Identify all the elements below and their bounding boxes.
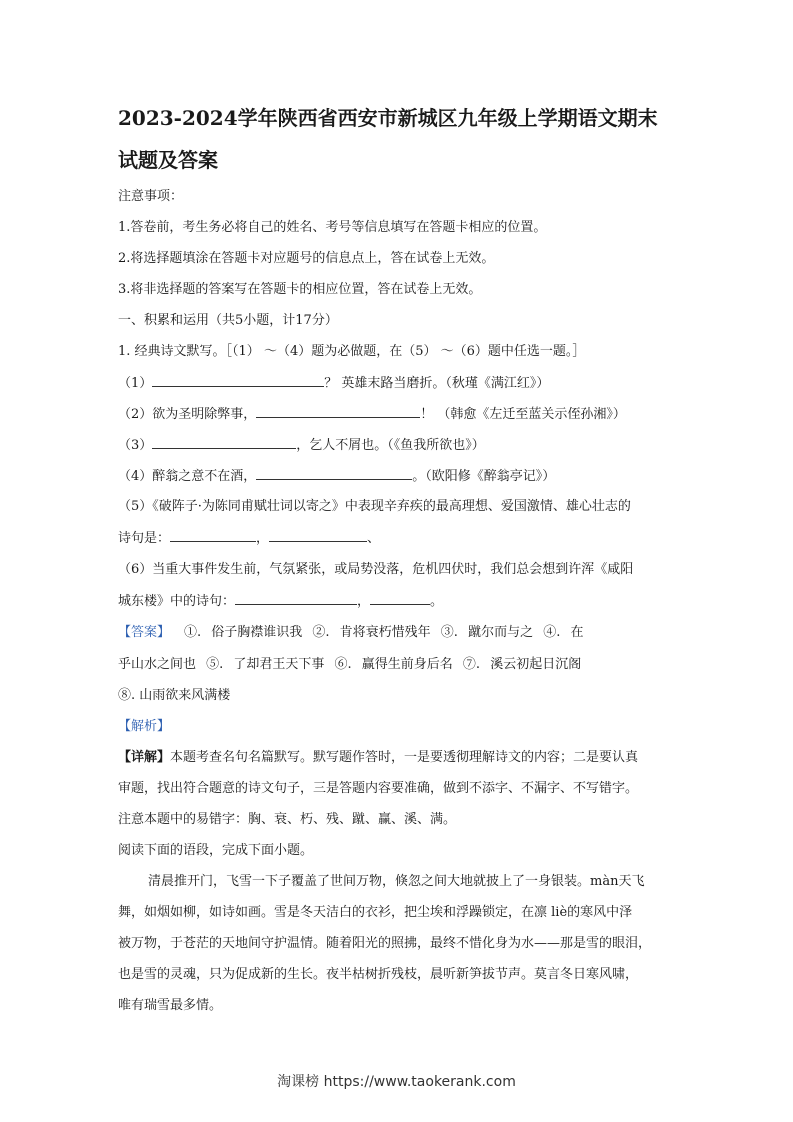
answer-blank — [269, 529, 367, 542]
notice-item-1: 1.答卷前，考生务必将自己的姓名、考号等信息填写在答题卡相应的位置。 — [118, 220, 547, 235]
notice-item-3: 3.将非选择题的答案写在答题卡的相应位置，答在试卷上无效。 — [118, 282, 482, 297]
analysis-tag: 【解析】 — [118, 719, 171, 734]
analysis-line-3: 注意本题中的易错字：胸、衰、朽、残、蹴、赢、溪、满。 — [118, 812, 457, 827]
question-6-line1: （6）当重大事件发生前，气氛紧张，或局势没落，危机四伏时，我们总会想到许浑《咸阳 — [118, 562, 634, 577]
question-4 — [118, 467, 555, 486]
q5-text-before: 诗句是： — [118, 531, 171, 546]
answer-line-3: ⑧. 山雨欲来风满楼 — [118, 688, 231, 703]
answer-blank — [370, 592, 430, 605]
analysis-line-2: 审题，找出符合题意的诗文句子，三是答题内容要准确，做到不添字、不漏字、不写错字。 — [118, 781, 639, 796]
notice-heading: 注意事项： — [118, 189, 184, 204]
q4-text-before: （4）醉翁之意不在酒， — [118, 469, 257, 484]
q6-text-after: 。 — [430, 594, 444, 609]
document-title-line2: 试题及答案 — [118, 148, 218, 172]
q3-text: ，乞人不屑也。（《鱼我所欲也》） — [296, 438, 485, 453]
answer-tag: 【答案】 — [118, 625, 171, 640]
question-2 — [118, 405, 626, 424]
reading-intro: 阅读下面的语段，完成下面小题。 — [118, 843, 314, 858]
q1-text: ？ 英雄末路当磨折。（秋瑾《满江红》） — [324, 376, 550, 391]
question-5-line1: （5）《破阵子·为陈同甫赋壮词以寄之》中表现辛弃疾的最高理想、爱国激情、雄心壮志的 — [118, 499, 631, 514]
answer-blank — [170, 529, 256, 542]
q4-text-after: 。（欧阳修《醉翁亭记》） — [412, 469, 556, 484]
answer-blank — [256, 467, 412, 480]
footer-watermark: 淘课榜 https://www.taokerank.com — [277, 1074, 516, 1090]
question-5-line2 — [118, 529, 380, 548]
q1-number: （1） — [118, 376, 153, 391]
question-stem: 1. 经典诗文默写。［（1） ～（4）题为必做题，在（5） ～（6）题中任选一题。］ — [118, 344, 586, 359]
answer-blank — [152, 436, 296, 449]
reading-paragraph-line-2: 舞，如烟如柳，如诗如画。雪是冬天洁白的衣衫，把尘埃和浮躁锁定，在凛 liè的寒风中泽 — [118, 905, 633, 920]
answer-blank — [256, 405, 420, 418]
reading-paragraph-line-5: 唯有瑞雪最多情。 — [118, 998, 223, 1013]
analysis-text-1: 本题考查名句名篇默写。默写题作答时，一是要透彻理解诗文的内容；二是要认真 — [170, 750, 639, 765]
q2-text-before: （2）欲为圣明除弊事， — [118, 407, 257, 422]
q6-text-before: 城东楼》中的诗句： — [118, 594, 236, 609]
question-6-line2 — [118, 592, 443, 611]
question-3 — [118, 436, 485, 455]
reading-paragraph-line-4: 也是雪的灵魂，只为促成新的生长。夜半枯树折残枝，晨听新笋拔节声。莫言冬日寒风啸， — [118, 967, 639, 982]
answer-text-1: ①. 俗子胸襟谁识我 ②. 肯将衰朽惜残年 ③. 蹴尔而与之 ④. 在 — [184, 625, 584, 640]
q6-text-mid: ， — [357, 594, 371, 609]
document-title-line1: 2023-2024学年陕西省西安市新城区九年级上学期语文期末 — [118, 106, 658, 130]
question-1 — [118, 374, 549, 393]
reading-paragraph-line-3: 被万物，于苍茫的天地间守护温情。随着阳光的照拂，最终不惜化身为水——那是雪的眼泪， — [118, 936, 652, 951]
q3-number: （3） — [118, 438, 153, 453]
notice-item-2: 2.将选择题填涂在答题卡对应题号的信息点上，答在试卷上无效。 — [118, 251, 495, 266]
q2-text-after: ！ （韩愈《左迁至蓝关示侄孙湘》） — [420, 407, 626, 422]
q5-text-after: 、 — [367, 531, 381, 546]
q5-text-mid: ， — [256, 531, 270, 546]
reading-paragraph-line-1: 清晨推开门，飞雪一下子覆盖了世间万物，倏忽之间大地就披上了一身银装。màn天飞 — [148, 874, 645, 889]
analysis-line-1 — [118, 749, 638, 767]
detail-tag: 【详解】 — [118, 750, 171, 765]
answer-blank — [152, 374, 324, 387]
answer-blank — [235, 592, 357, 605]
answer-line-1 — [118, 624, 583, 642]
answer-line-2: 乎山水之间也 ⑤. 了却君王天下事 ⑥. 赢得生前身后名 ⑦. 溪云初起日沉阁 — [118, 657, 582, 672]
section-heading: 一、积累和运用（共5小题，计17分） — [118, 313, 338, 328]
